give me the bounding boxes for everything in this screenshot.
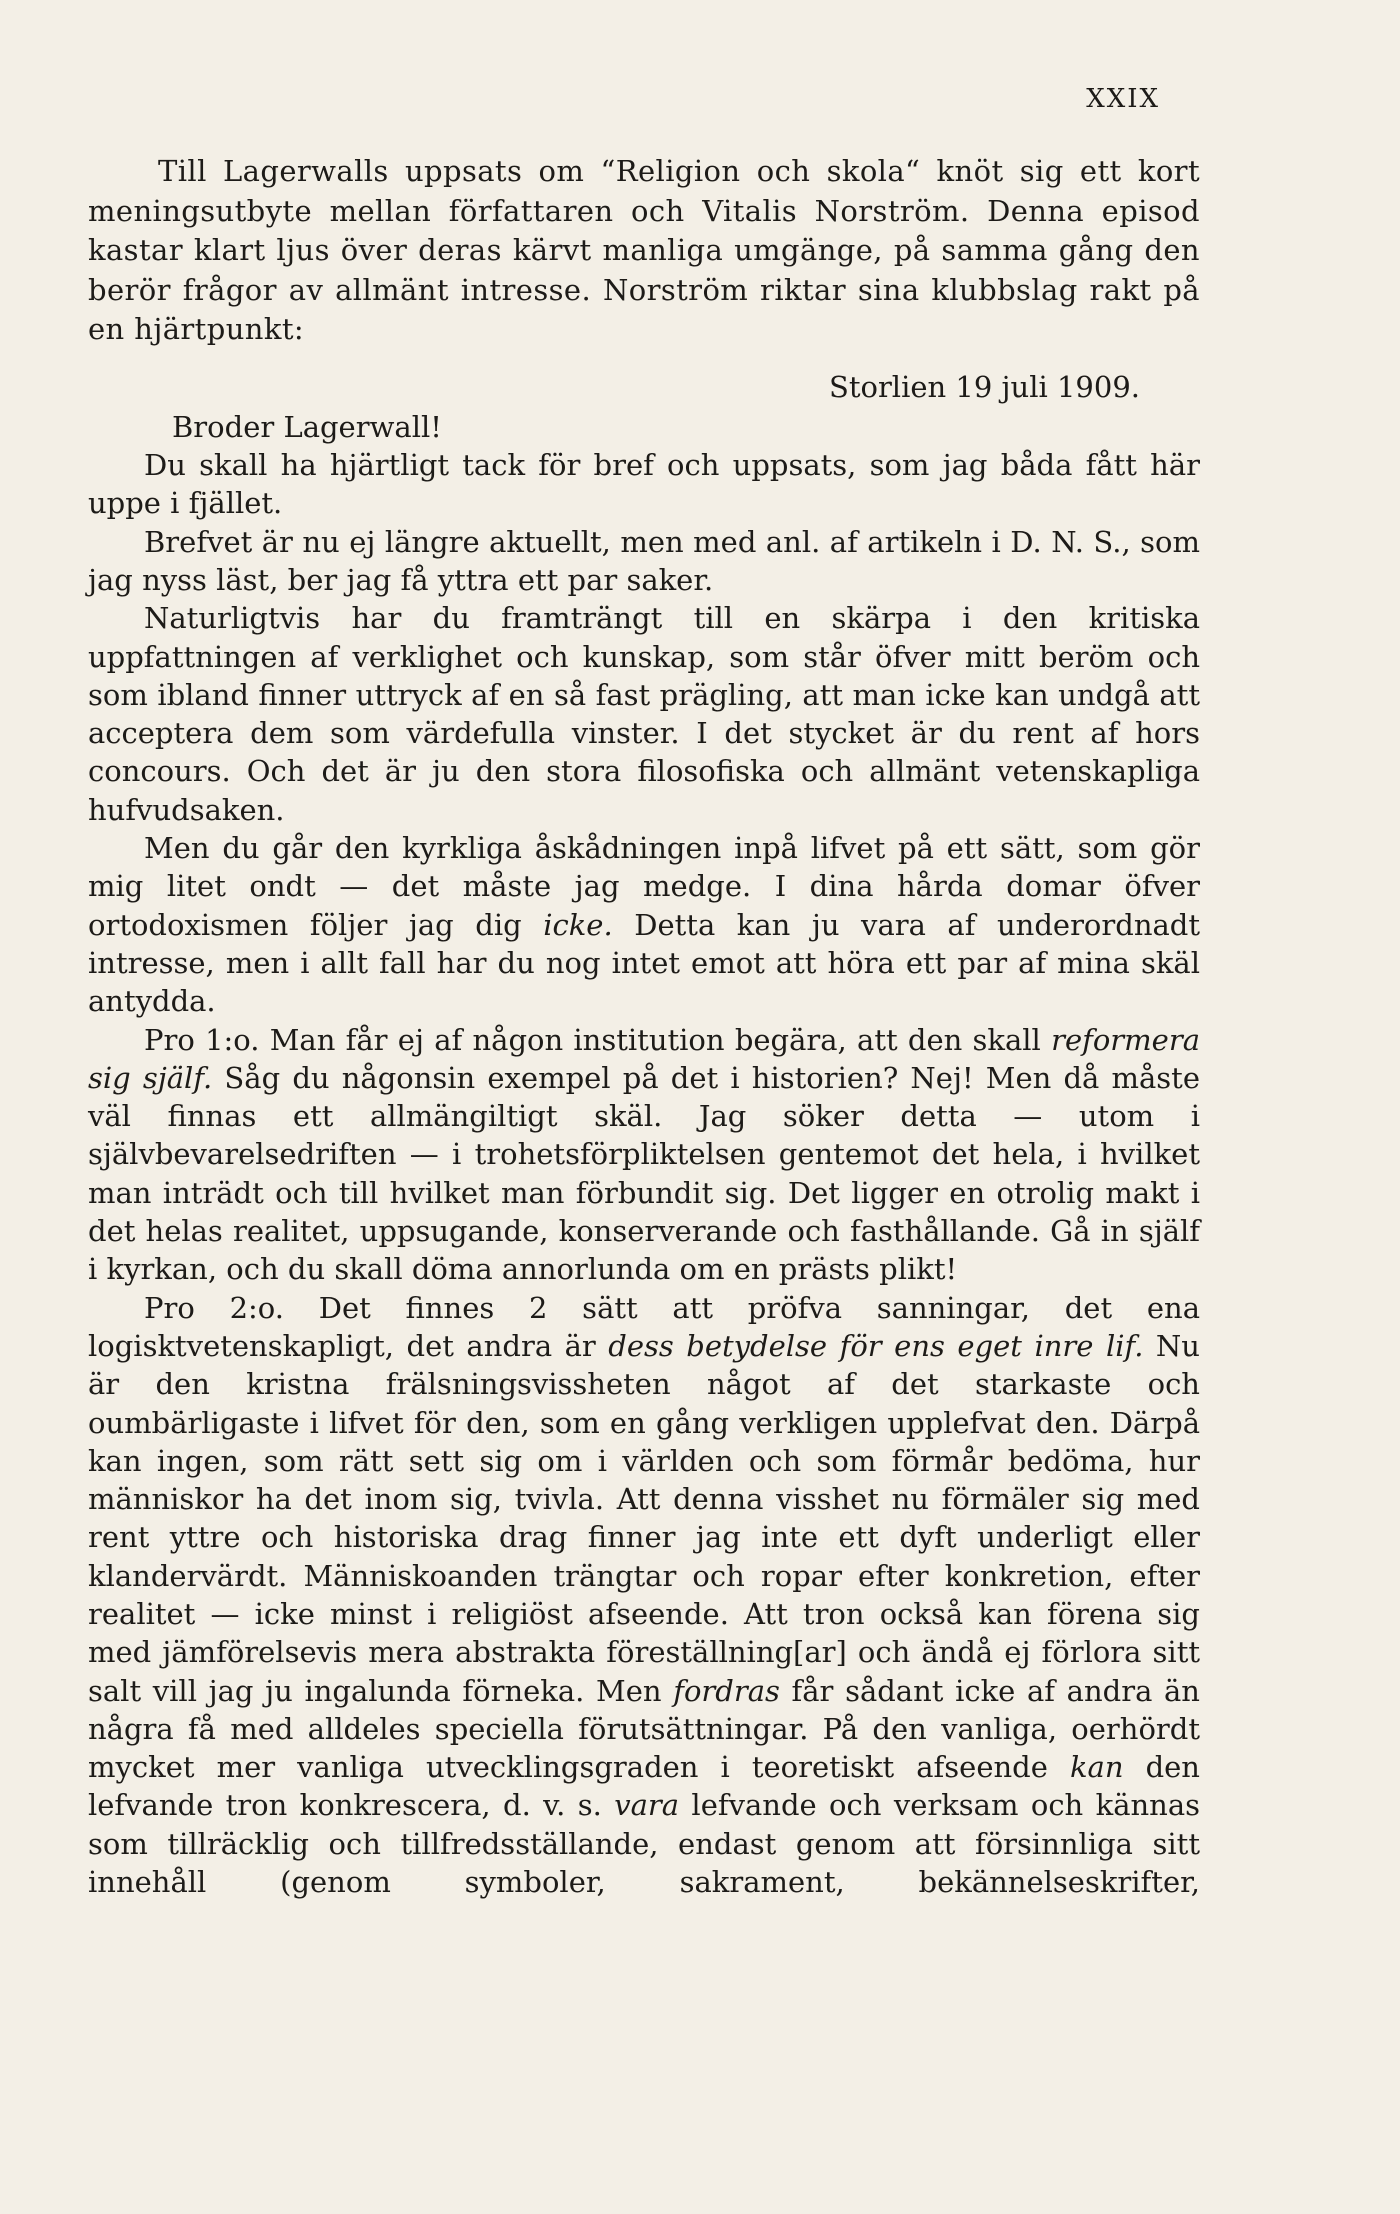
letter-paragraph-4 [88, 829, 1200, 1020]
letter-dateline: Storlien 19 juli 1909. [828, 369, 1140, 404]
emphasis-text: dess betydelse för ens eget inre lif. [608, 1328, 1144, 1363]
emphasis-text: vara [614, 1788, 680, 1823]
emphasis-text: reformera sig själf. [88, 1022, 1200, 1095]
text-run: Detta kan ju vara af underordnadt intresse, men i allt fall har du nog intet emot att höra ett par af mina skäl antydda. [88, 907, 1200, 1019]
text-run: den lefvande tron konkrescera, d. v. s. [88, 1750, 1200, 1823]
text-run: får sådant icke af andra än några få med alldeles speciella förutsättningar. På den vanliga, oerhördt mycket mer vanliga utvecklingsgraden i teoretiskt afseende [88, 1673, 1200, 1785]
text-run: Pro 2:o. Det finnes 2 sätt att pröfva sanningar, det ena logisktvetenskapligt, det andra är [88, 1290, 1200, 1363]
text-run: Men du går den kyrkliga åskådningen inpå lifvet på ett sätt, som gör mig litet ondt — det måste jag medge. I dina hårda domar öfver ortodoxismen följer jag dig [88, 831, 1200, 942]
emphasis-text: kan [1069, 1750, 1124, 1785]
page-body [88, 152, 1200, 1901]
intro-paragraph: Till Lagerwalls uppsats om “Religion och skola“ knöt sig ett kort meningsutbyte mellan författaren och Vitalis Norström. Denna episod kastar klart ljus över deras kärvt manliga umgänge, på samma gång den berör frågor av allmänt intresse. Norström riktar sina klubbslag rakt på en hjärtpunkt: [88, 154, 1200, 346]
letter-paragraph-2: Brefvet är nu ej längre aktuellt, men med anl. af artikeln i D. N. S., som jag nyss läst, ber jag få yttra ett par saker. [88, 524, 1200, 597]
letter-salutation: Broder Lagerwall! [172, 409, 442, 444]
emphasis-text: fordras [673, 1673, 780, 1708]
letter-paragraph-5 [88, 1021, 1200, 1289]
page-number: XXIX [1086, 84, 1160, 114]
letter-paragraph-1: Du skall ha hjärtligt tack för bref och uppsats, som jag båda fått här uppe i fjället. [88, 448, 1200, 521]
text-run: lefvande och verksam och kännas som tillräcklig och tillfredsställande, endast genom att försinnliga sitt innehåll (genom symboler, sakrament, bekännelseskrifter, [88, 1788, 1201, 1900]
text-run: Såg du någonsin exempel på det i historien? Nej! Men då måste väl finnas ett allmängiltigt skäl. Jag söker detta — utom i självbevarelsedriften — i trohetsförpliktelsen gentemot det hela, i hvilket man inträdt och till hvilket man förbundit sig. Det ligger en otrolig makt i det helas realitet, uppsugande, konserverande och fasthållande. Gå in själf i kyrkan, och du skall döma annorlunda om en prästs plikt! [88, 1060, 1200, 1287]
text-run: Pro 1:o. Man får ej af någon institution begära, att den skall [144, 1022, 1052, 1057]
text-run: Nu är den kristna frälsningsvissheten något af det starkaste och oumbärligaste i lifvet för den, som en gång verkligen upplefvat den. Därpå kan ingen, som rätt sett sig om i världen och som förmår bedöma, hur människor ha det inom sig, tvivla. Att denna visshet nu förmäler sig med rent yttre och historiska drag finner jag inte ett dyft underligt eller klandervärdt. Människoanden trängtar och ropar efter konkretion, efter realitet — icke minst i religiöst afseende. Att tron också kan förena sig med jämförelsevis mera abstrakta föreställning[ar] och ändå ej förlora sitt salt vill jag ju ingalunda förneka. Men [88, 1328, 1200, 1708]
letter-paragraph-3: Naturligtvis har du framträngt till en skärpa i den kritiska uppfattningen af verklighet och kunskap, som står öfver mitt beröm och som ibland finner uttryck af en så fast prägling, att man icke kan undgå att acceptera dem som värdefulla vinster. I det stycket är du rent af hors concours. Och det är ju den stora filosofiska och allmänt vetenskapliga hufvudsaken. [88, 601, 1200, 827]
emphasis-text: icke. [543, 907, 613, 942]
letter-paragraph-6 [88, 1289, 1200, 1902]
